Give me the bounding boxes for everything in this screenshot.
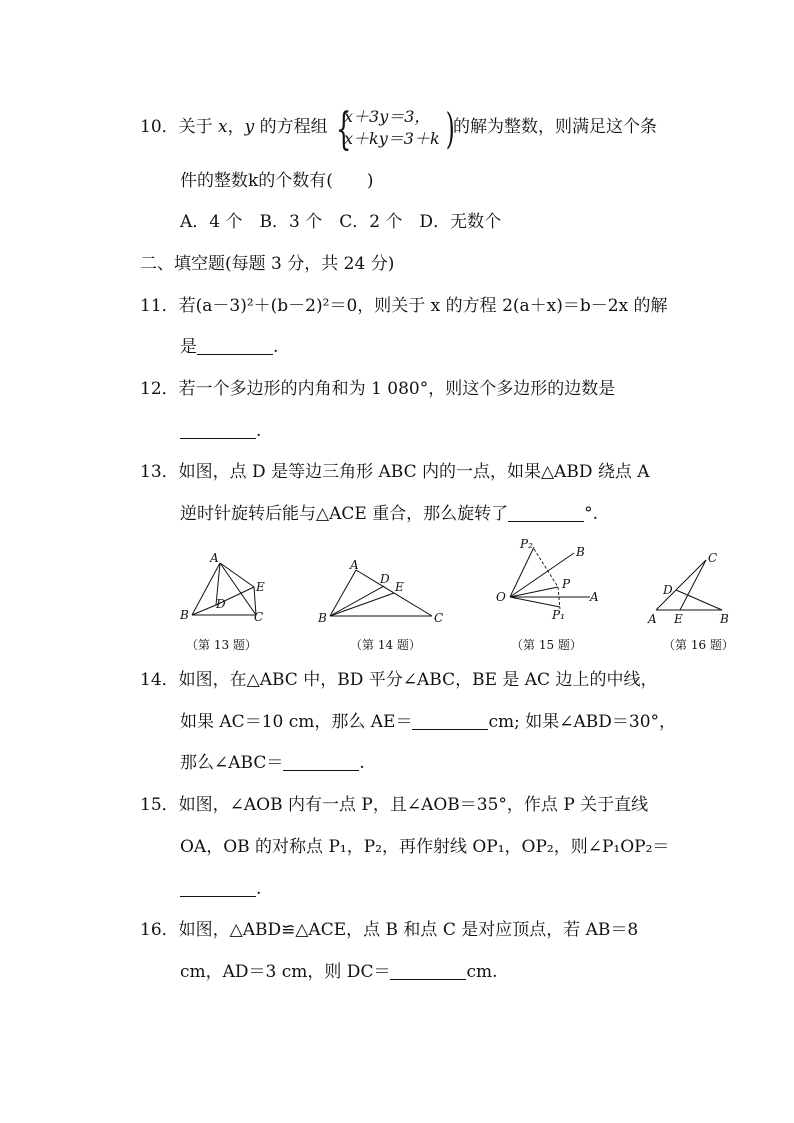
question-15-line-3: . bbox=[180, 879, 261, 899]
question-14-line-3: 那么∠ABC＝ . bbox=[180, 753, 365, 773]
answer-blank[interactable] bbox=[412, 713, 488, 730]
question-10-line-1: 10．关于 x，y 的方程组 bbox=[140, 117, 328, 137]
question-14-line-1: 14．如图，在△ABC 中，BD 平分∠ABC，BE 是 AC 边上的中线， bbox=[140, 670, 658, 690]
system-close-paren: ) bbox=[445, 104, 455, 153]
figure-16-caption: （第 16 题） bbox=[663, 638, 734, 652]
question-10-line-1-end: 的解为整数，则满足这个条 bbox=[453, 117, 657, 137]
question-12-line-1: 12．若一个多边形的内角和为 1 080°，则这个多边形的边数是 bbox=[140, 379, 616, 399]
answer-blank[interactable] bbox=[197, 338, 273, 355]
segment-be bbox=[330, 593, 394, 616]
question-16-line-2: cm，AD＝3 cm，则 DC＝ cm. bbox=[180, 962, 498, 982]
question-15-line-2: OA，OB 的对称点 P₁，P₂，再作射线 OP₁，OP₂，则∠P₁OP₂＝ bbox=[180, 837, 670, 857]
label-c: C bbox=[434, 611, 444, 625]
label-a: A bbox=[350, 558, 359, 572]
label-d: D bbox=[380, 572, 390, 586]
figure-13-caption: （第 13 题） bbox=[186, 638, 257, 652]
segment-pp1-dashed bbox=[558, 587, 560, 609]
question-14-line-2: 如果 AC＝10 cm，那么 AE＝ cm; 如果∠ABD＝30°， bbox=[180, 712, 677, 732]
label-d: D bbox=[663, 583, 673, 597]
figure-15 bbox=[492, 533, 607, 632]
question-10-line-2: 件的整数k的个数有( ) bbox=[180, 171, 374, 191]
label-b: B bbox=[720, 612, 729, 626]
label-a: A bbox=[590, 590, 599, 604]
answer-blank[interactable] bbox=[283, 754, 359, 771]
label-e: E bbox=[256, 580, 265, 594]
label-c: C bbox=[254, 610, 264, 624]
answer-blank[interactable] bbox=[180, 422, 256, 439]
label-b: B bbox=[318, 611, 327, 625]
question-10-options: A．4 个 B．3 个 C．2 个 D．无数个 bbox=[180, 212, 502, 232]
segment-ae bbox=[220, 563, 254, 587]
segment-bd bbox=[192, 605, 216, 615]
question-12-line-2: . bbox=[180, 421, 261, 441]
question-number: 10． bbox=[140, 117, 179, 137]
segment-ce bbox=[680, 560, 706, 610]
answer-blank[interactable] bbox=[180, 880, 256, 897]
label-o: O bbox=[496, 590, 506, 604]
figure-16 bbox=[644, 548, 740, 630]
label-b: B bbox=[180, 608, 189, 622]
figure-14 bbox=[314, 556, 454, 634]
label-c: C bbox=[708, 551, 718, 565]
label-a: A bbox=[210, 551, 219, 565]
question-11-line-1: 11．若(a－3)²＋(b－2)²＝0，则关于 x 的方程 2(a＋x)＝b－2x 的解 bbox=[140, 296, 668, 316]
figure-13 bbox=[176, 550, 271, 634]
system-brace: { bbox=[336, 104, 352, 155]
label-e: E bbox=[395, 580, 404, 594]
question-15-line-1: 15．如图，∠AOB 内有一点 P，且∠AOB＝35°，作点 P 关于直线 bbox=[140, 795, 649, 815]
question-11-line-2: 是 . bbox=[180, 337, 279, 357]
ray-op2 bbox=[510, 547, 534, 597]
equation-1: x＋3y＝3， bbox=[344, 107, 431, 126]
section-title: 二、填空题(每题 3 分，共 24 分) bbox=[140, 254, 395, 274]
question-16-line-1: 16．如图，△ABD≌△ACE，点 B 和点 C 是对应顶点，若 AB＝8 bbox=[140, 920, 639, 940]
question-13-line-1: 13．如图，点 D 是等边三角形 ABC 内的一点，如果△ABD 绕点 A bbox=[140, 462, 650, 482]
question-13-line-2: 逆时针旋转后能与△ACE 重合，那么旋转了 °. bbox=[180, 504, 599, 524]
label-p2: P₂ bbox=[520, 537, 533, 551]
label-a: A bbox=[648, 612, 657, 626]
ray-op1 bbox=[510, 597, 560, 607]
answer-blank[interactable] bbox=[390, 963, 466, 980]
segment-db bbox=[676, 590, 722, 610]
label-e: E bbox=[674, 612, 683, 626]
label-p1: P₁ bbox=[552, 608, 565, 622]
answer-blank[interactable] bbox=[508, 505, 584, 522]
label-b: B bbox=[576, 545, 585, 559]
label-d: D bbox=[216, 597, 226, 611]
figure-14-caption: （第 14 题） bbox=[350, 638, 421, 652]
segment-pp2-dashed bbox=[534, 549, 558, 587]
figure-15-caption: （第 15 题） bbox=[511, 638, 582, 652]
label-p: P bbox=[562, 577, 571, 591]
equation-2: x＋ky＝3＋k bbox=[344, 129, 440, 148]
